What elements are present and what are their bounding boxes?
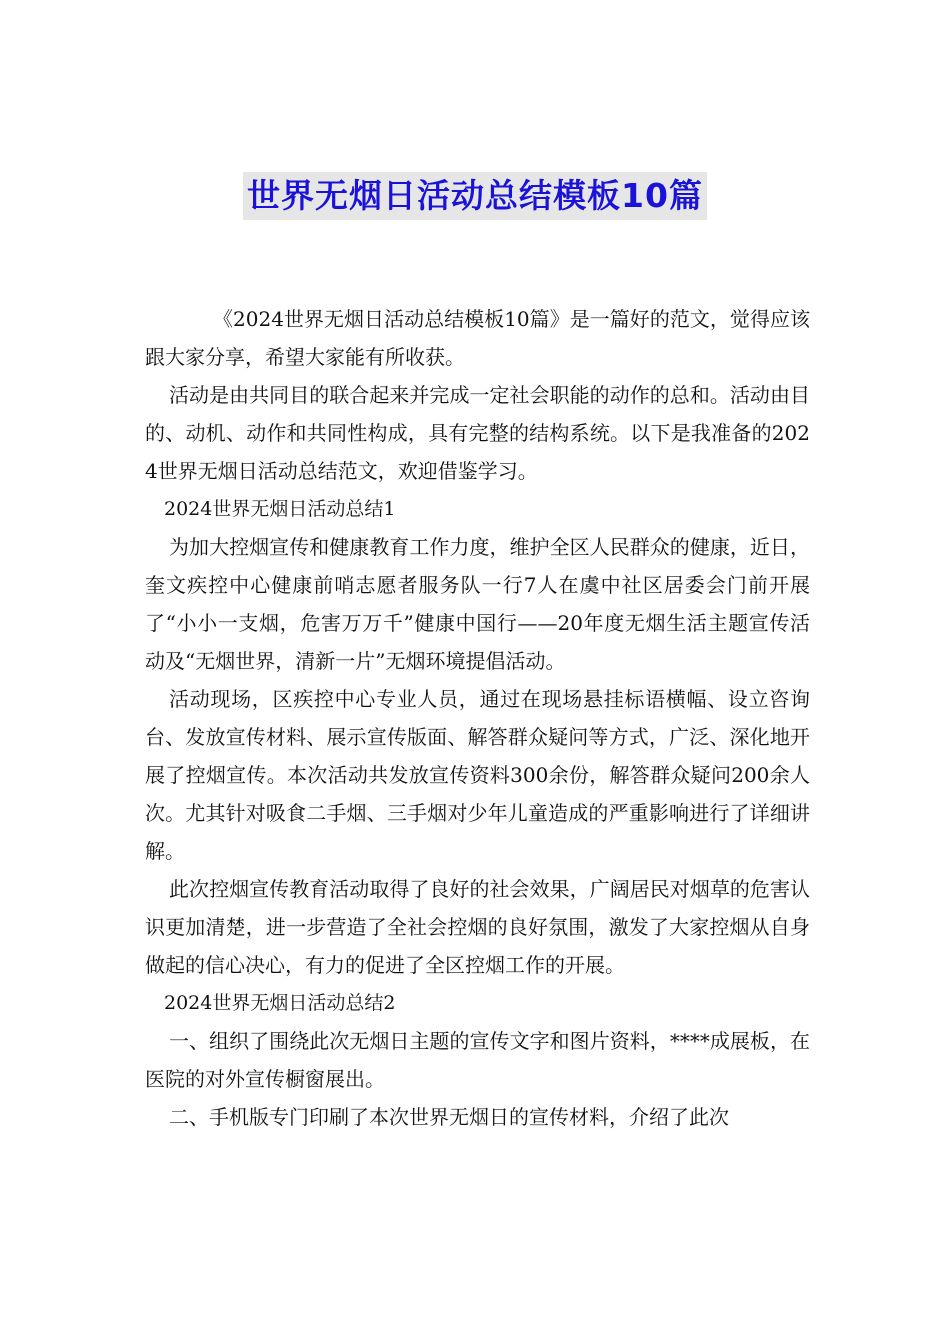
title-container	[0, 172, 950, 220]
document-body	[145, 300, 810, 1136]
section-heading-1: 2024世界无烟日活动总结1	[164, 498, 396, 520]
paragraph-s1-3: 此次控烟宣传教育活动取得了良好的社会效果，广阔居民对烟草的危害认识更加清楚，进一步营造了全社会控烟的良好氛围，激发了大家控烟从自身做起的信心决心，有力的促进了全区控烟工作的开展。	[145, 877, 810, 977]
paragraph-definition: 活动是由共同目的联合起来并完成一定社会职能的动作的总和。活动由目的、动机、动作和共同性构成，具有完整的结构系统。以下是我准备的2024世界无烟日活动总结范文，欢迎借鉴学习。	[145, 383, 810, 483]
paragraph-s2-2: 二、手机版专门印刷了本次世界无烟日的宣传材料，介绍了此次	[169, 1105, 729, 1129]
paragraph-s2-1: 一、组织了围绕此次无烟日主题的宣传文字和图片资料，****成展板，在医院的对外宣传橱窗展出。	[145, 1029, 810, 1091]
paragraph-s1-1: 为加大控烟宣传和健康教育工作力度，维护全区人民群众的健康，近日，奎文疾控中心健康前哨志愿者服务队一行7人在虞中社区居委会门前开展了“小小一支烟，危害万万千”健康中国行——20年度无烟生活主题宣传活动及“无烟世界，清新一片”无烟环境提倡活动。	[145, 535, 810, 673]
document-title: 世界无烟日活动总结模板10篇	[243, 172, 707, 220]
section-heading-2: 2024世界无烟日活动总结2	[164, 992, 396, 1014]
paragraph-intro: 《2024世界无烟日活动总结模板10篇》是一篇好的范文，觉得应该跟大家分享，希望大家能有所收获。	[145, 307, 810, 369]
paragraph-s1-2: 活动现场，区疾控中心专业人员，通过在现场悬挂标语横幅、设立咨询台、发放宣传材料、展示宣传版面、解答群众疑问等方式，广泛、深化地开展了控烟宣传。本次活动共发放宣传资料300余份，解答群众疑问200余人次。尤其针对吸食二手烟、三手烟对少年儿童造成的严重影响进行了详细讲解。	[145, 687, 810, 863]
